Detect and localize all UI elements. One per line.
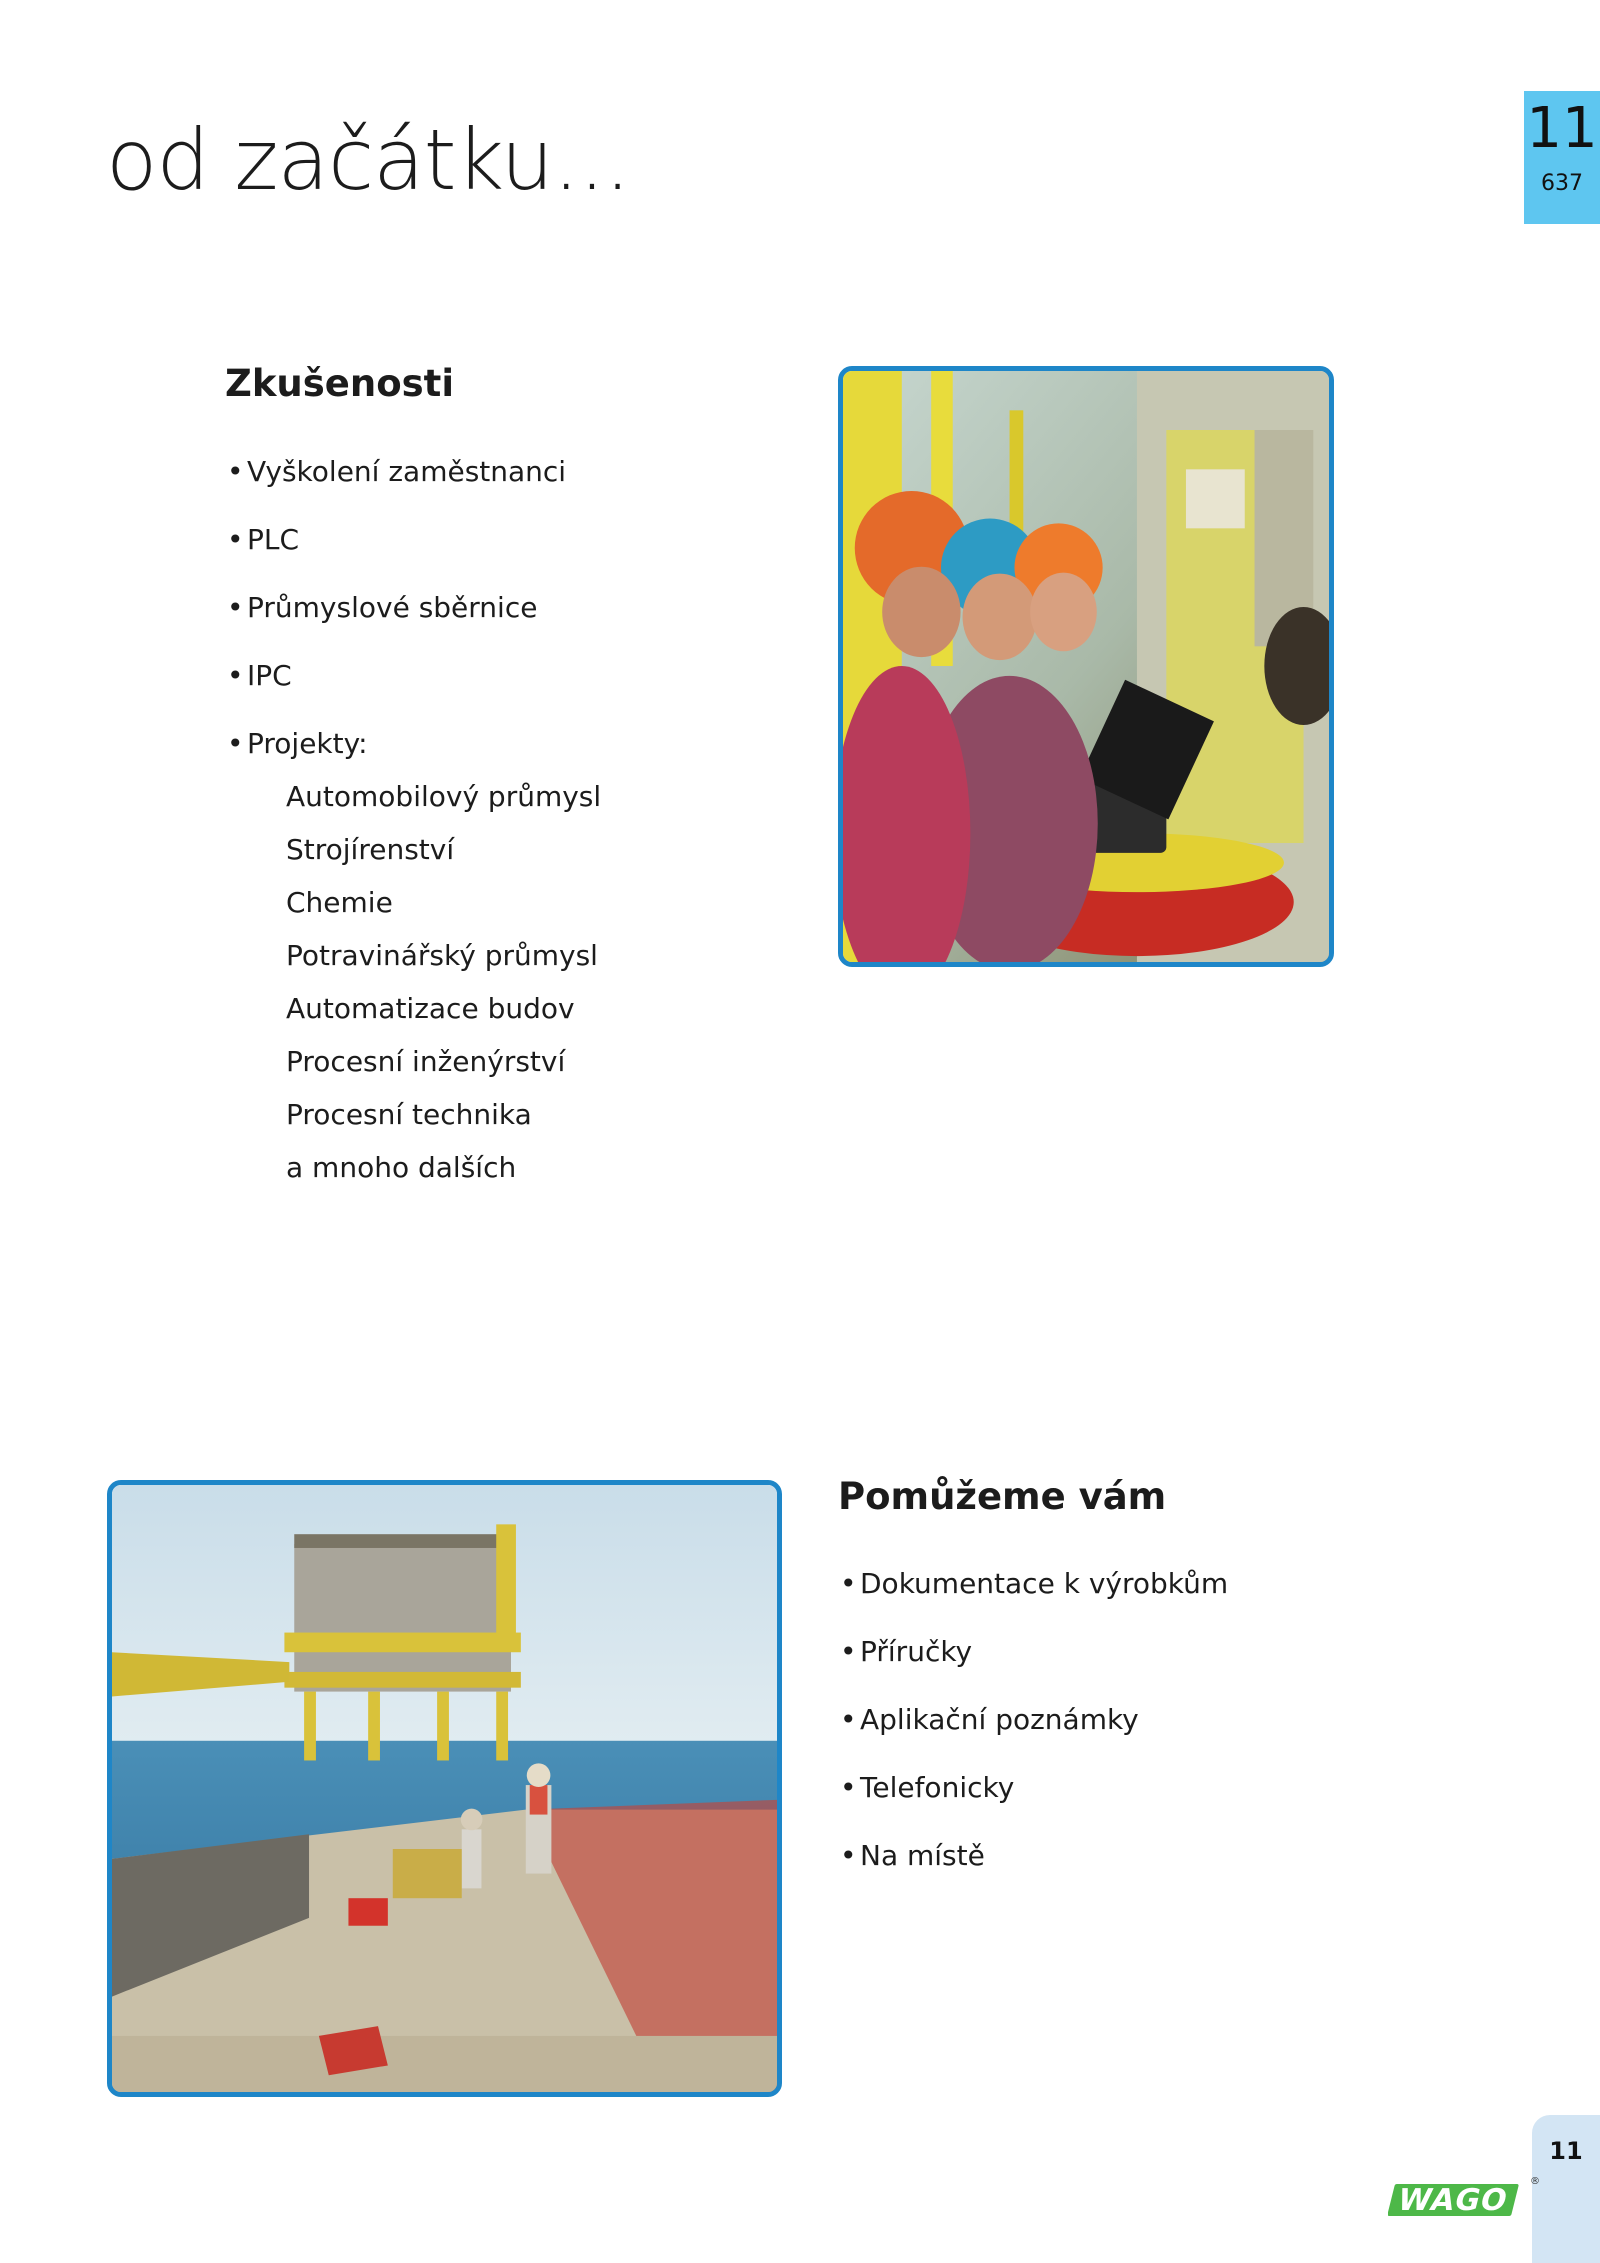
- help-list: [840, 1567, 1440, 1907]
- experience-item: • Vyškolení zaměstnanci: [227, 455, 727, 523]
- help-heading: Pomůžeme vám: [838, 1475, 1167, 1518]
- help-item: • Na místě: [840, 1839, 1440, 1907]
- page-title: od začátku...: [106, 111, 630, 209]
- project-item: Strojírenství: [286, 833, 455, 866]
- wago-logo-text: WAGO: [1394, 2183, 1512, 2218]
- chapter-page-number: 637: [1541, 171, 1583, 196]
- chapter-number: 11: [1526, 96, 1598, 161]
- projects-list: [286, 780, 726, 1204]
- project-item: Automatizace budov: [286, 992, 575, 1025]
- footer-tab: [1532, 2115, 1600, 2263]
- experience-item: • Průmyslové sběrnice: [227, 591, 727, 659]
- experience-item: • Projekty:: [227, 727, 727, 795]
- experience-item: • IPC: [227, 659, 727, 727]
- engineers-photo: [838, 366, 1334, 967]
- experience-item: • PLC: [227, 523, 727, 591]
- help-item: • Telefonicky: [840, 1771, 1440, 1839]
- offshore-platform-photo: [107, 1480, 782, 2097]
- engineers-illustration: [843, 371, 1329, 962]
- chapter-tab: [1524, 91, 1600, 224]
- project-item: Procesní technika: [286, 1098, 532, 1131]
- footer-page-number: 11: [1549, 2137, 1583, 2165]
- wago-logo: [1388, 2176, 1540, 2220]
- experience-heading: Zkušenosti: [225, 362, 455, 405]
- experience-list: [227, 455, 727, 795]
- project-item: Chemie: [286, 886, 393, 919]
- project-item: a mnoho dalších: [286, 1151, 517, 1184]
- registered-mark: ®: [1530, 2176, 1540, 2187]
- project-item: Procesní inženýrství: [286, 1045, 566, 1078]
- project-item: Automobilový průmysl: [286, 780, 602, 813]
- help-item: • Aplikační poznámky: [840, 1703, 1440, 1771]
- wago-logo-mark: [1388, 2180, 1528, 2220]
- help-item: • Příručky: [840, 1635, 1440, 1703]
- offshore-illustration: [112, 1485, 777, 2092]
- project-item: Potravinářský průmysl: [286, 939, 598, 972]
- help-item: • Dokumentace k výrobkům: [840, 1567, 1440, 1635]
